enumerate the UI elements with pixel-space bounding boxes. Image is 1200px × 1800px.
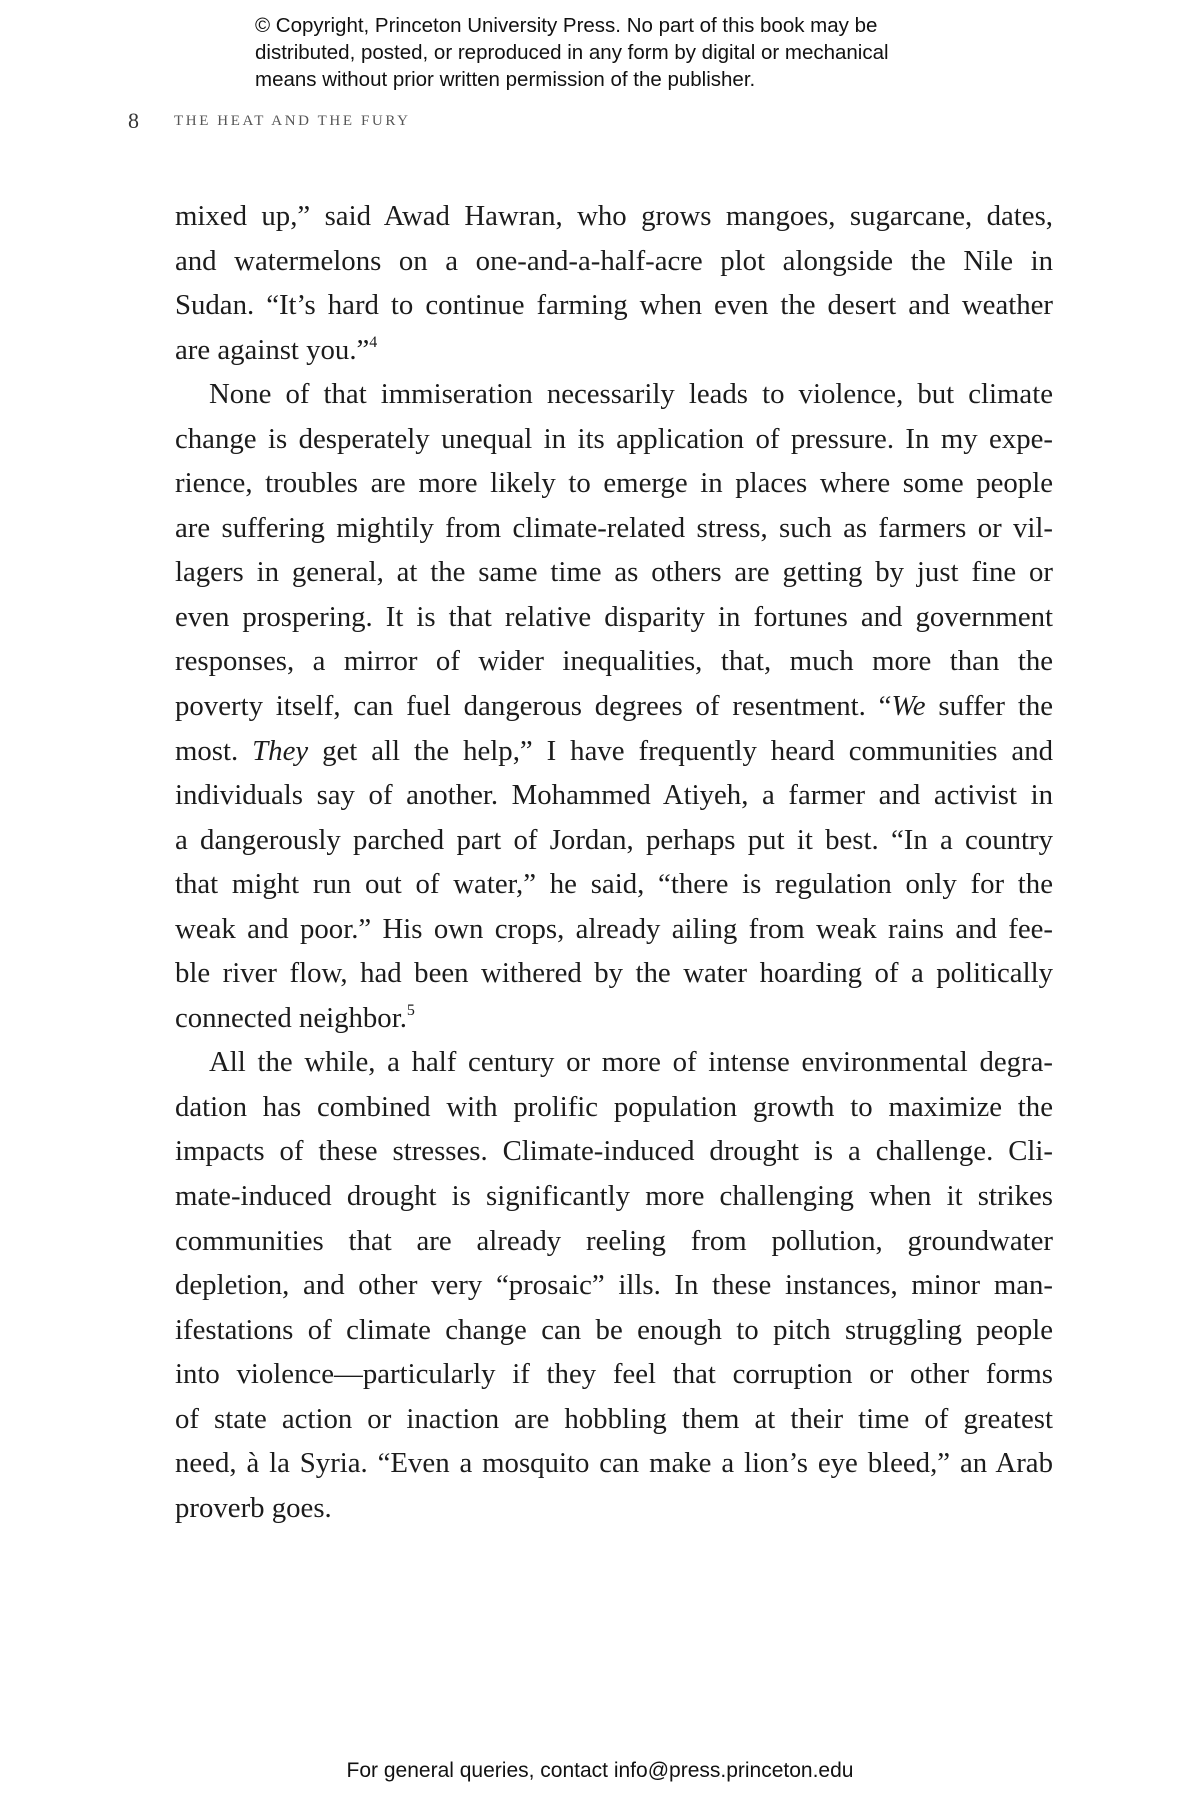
footnote-ref-5[interactable]: 5 <box>406 1001 415 1019</box>
paragraph-1 <box>175 194 1053 372</box>
text-line: None of that immiseration necessarily leads to violence, but climate <box>209 378 1053 411</box>
emphasis-we: We <box>891 690 926 723</box>
text-line: lagers in general, at the same time as others are getting by just fine or <box>175 556 1053 589</box>
page-number: 8 <box>128 108 139 133</box>
text-line: need, à la Syria. “Even a mosquito can make a lion’s eye bleed,” an Arab <box>175 1447 1053 1480</box>
paragraph-2 <box>175 372 1053 1040</box>
line-text: connected neighbor. <box>175 1001 407 1034</box>
text-line: mate-induced drought is significantly more challenging when it strikes <box>175 1180 1053 1213</box>
line-text: suffer the <box>925 690 1054 723</box>
text-line: impacts of these stresses. Climate-induced drought is a challenge. Cli- <box>175 1135 1053 1168</box>
emphasis-they: They <box>252 734 309 767</box>
text-line: communities that are already reeling from pollution, groundwater <box>175 1224 1053 1257</box>
text-line <box>175 684 1053 729</box>
book-title: THE HEAT AND THE FURY <box>174 113 411 129</box>
text-line: proverb goes. <box>175 1491 332 1524</box>
text-line: are suffering mightily from climate-related stress, such as farmers or vil- <box>175 511 1053 544</box>
footer-contact: For general queries, contact info@press.princeton.edu <box>346 1759 854 1782</box>
text-line: even prospering. It is that relative disparity in fortunes and government <box>175 600 1053 633</box>
line-text: poverty itself, can fuel dangerous degrees of resentment. “ <box>175 690 892 723</box>
copyright-line: distributed, posted, or reproduced in any form by digital or mechanical <box>255 41 889 64</box>
text-line: and watermelons on a one-and-a-half-acre plot alongside the Nile in <box>175 244 1053 277</box>
text-line: Sudan. “It’s hard to continue farming when even the desert and weather <box>175 289 1053 322</box>
paragraph-3 <box>175 1040 1053 1530</box>
text-line: ble river flow, had been withered by the water hoarding of a politically <box>175 957 1053 990</box>
text-line: a dangerously parched part of Jordan, perhaps put it best. “In a country <box>175 823 1053 856</box>
copyright-line: © Copyright, Princeton University Press. No part of this book may be <box>255 14 878 37</box>
text-line: All the while, a half century or more of intense environmental degra- <box>209 1046 1053 1079</box>
text-line: depletion, and other very “prosaic” ills. In these instances, minor man- <box>175 1269 1053 1302</box>
text-line: dation has combined with prolific population growth to maximize the <box>175 1090 1053 1123</box>
text-line: mixed up,” said Awad Hawran, who grows mangoes, sugarcane, dates, <box>175 200 1053 232</box>
text-line: responses, a mirror of wider inequalities, that, much more than the <box>175 645 1053 678</box>
text-line: ifestations of climate change can be enough to pitch struggling people <box>175 1313 1053 1346</box>
text-line: of state action or inaction are hobbling them at their time of greatest <box>175 1402 1053 1435</box>
footnote-ref-4[interactable]: 4 <box>369 333 378 351</box>
copyright-notice <box>255 12 1015 93</box>
body-text <box>175 194 1053 1530</box>
line-text: get all the help,” I have frequently heard communities and <box>308 734 1054 767</box>
text-line: weak and poor.” His own crops, already ailing from weak rains and fee- <box>175 912 1053 945</box>
text-line: rience, troubles are more likely to emerge in places where some people <box>175 467 1053 500</box>
text-line: that might run out of water,” he said, “there is regulation only for the <box>175 868 1053 901</box>
text-line <box>175 328 1053 373</box>
text-line <box>175 996 1053 1041</box>
line-text: are against you.” <box>175 333 370 366</box>
text-line: change is desperately unequal in its application of pressure. In my expe- <box>175 422 1053 455</box>
line-text: most. <box>175 734 253 767</box>
text-line <box>175 729 1053 774</box>
text-line: into violence—particularly if they feel that corruption or other forms <box>175 1358 1053 1391</box>
copyright-line: means without prior written permission of the publisher. <box>255 68 756 91</box>
text-line: individuals say of another. Mohammed Atiyeh, a farmer and activist in <box>175 779 1053 812</box>
